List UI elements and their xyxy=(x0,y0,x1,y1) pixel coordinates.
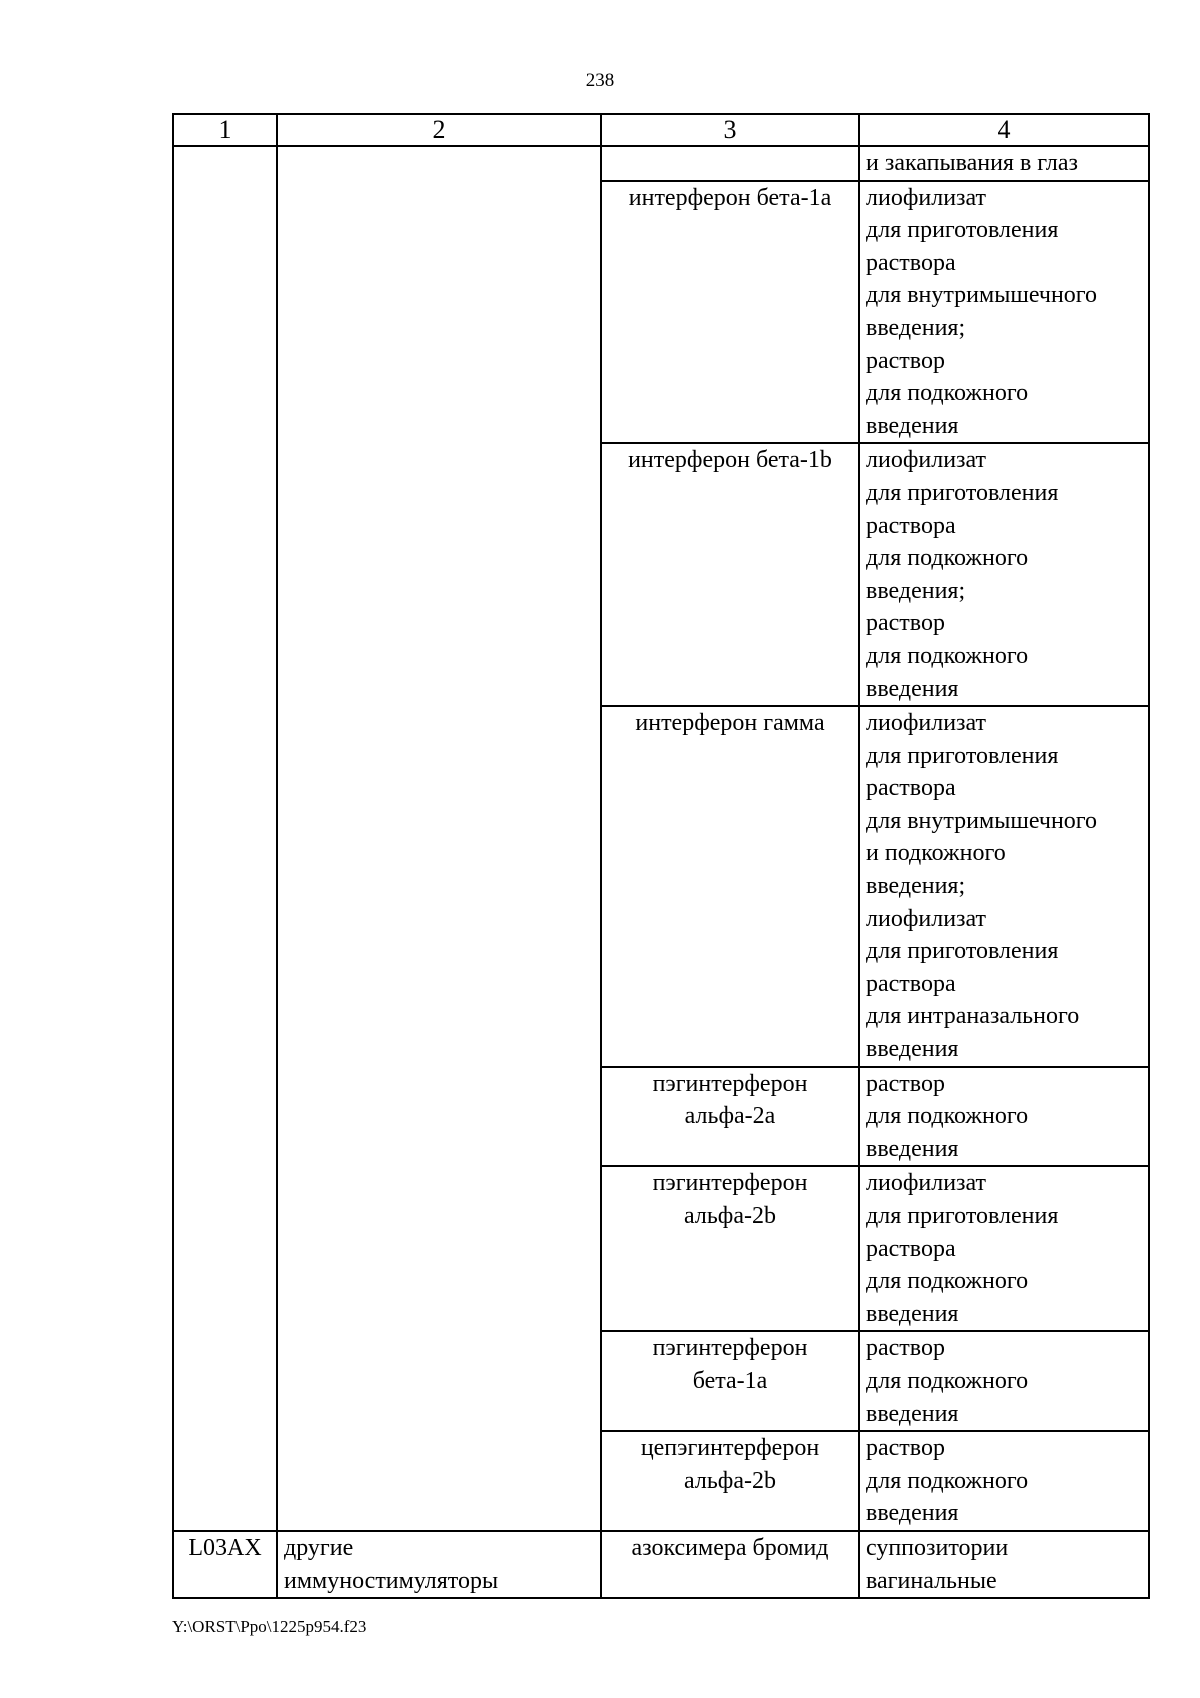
form-line: раствора xyxy=(866,775,956,802)
form-line: раствора xyxy=(866,512,956,539)
drug-line: пэгинтерферон xyxy=(652,1170,808,1197)
form-line: введения xyxy=(866,1135,959,1162)
drug-cell xyxy=(601,1166,859,1331)
drug-cell xyxy=(601,443,859,706)
form-line: для приготовления xyxy=(866,479,1059,506)
drug-line: бета-1a xyxy=(692,1367,768,1394)
form-line: для интраназального xyxy=(866,1003,1080,1030)
group-line: иммуностимуляторы xyxy=(284,1567,499,1594)
group-line: другие xyxy=(284,1534,354,1561)
form-line: раствор xyxy=(866,1435,945,1462)
form-line: раствор xyxy=(866,1335,945,1362)
form-line: для подкожного xyxy=(866,380,1029,407)
form-line: лиофилизат xyxy=(866,905,987,932)
form-line: и закапывания в глаз xyxy=(866,150,1079,176)
form-line: введения; xyxy=(866,873,966,900)
form-line: раствора xyxy=(866,249,956,276)
form-line: раствор xyxy=(866,610,945,637)
drug-line: альфа-2b xyxy=(684,1203,776,1229)
header-col-3: 3 xyxy=(601,114,859,146)
file-path-footer: Y:\ORST\Ppo\1225p954.f23 xyxy=(172,1617,367,1636)
atc-code: L03AX xyxy=(188,1534,262,1561)
header-col-2: 2 xyxy=(277,114,601,146)
group-cell xyxy=(277,1531,601,1598)
form-line: для приготовления xyxy=(866,938,1059,965)
form-line: введения; xyxy=(866,314,966,341)
form-cell xyxy=(859,1067,1149,1167)
table-row-last xyxy=(173,1531,1149,1598)
form-line: введения xyxy=(866,1500,959,1527)
drug-line: альфа-2b xyxy=(684,1467,776,1494)
continuation-row xyxy=(173,146,1149,181)
form-line: для подкожного xyxy=(866,1103,1029,1130)
form-cell xyxy=(859,706,1149,1067)
drug-cell xyxy=(601,181,859,444)
form-line: для приготовления xyxy=(866,1203,1059,1229)
form-line: суппозитории xyxy=(866,1534,1009,1561)
atc-code-cell xyxy=(173,1531,277,1598)
form-cell xyxy=(859,146,1149,181)
form-line: и подкожного xyxy=(866,840,1006,867)
header-col-4: 4 xyxy=(859,114,1149,146)
drug-line: цепэгинтерферон xyxy=(640,1435,820,1462)
form-line: введения xyxy=(866,1036,959,1063)
form-cell xyxy=(859,1331,1149,1431)
header-col-1: 1 xyxy=(173,114,277,146)
form-line: введения xyxy=(866,1300,959,1327)
form-line: для приготовления xyxy=(866,217,1059,244)
drug-line: пэгинтерферон xyxy=(652,1070,808,1097)
form-line: лиофилизат xyxy=(866,710,987,737)
form-line: для внутримышечного xyxy=(866,282,1098,309)
form-line: лиофилизат xyxy=(866,447,987,474)
form-line: для приготовления xyxy=(866,742,1059,769)
drug-cell xyxy=(601,1331,859,1431)
form-line: раствора xyxy=(866,970,956,997)
form-line: лиофилизат xyxy=(866,1170,987,1197)
drug-cell-blank xyxy=(601,146,859,181)
form-line: для подкожного xyxy=(866,545,1029,572)
code-cell-blank xyxy=(173,146,277,1531)
drug-cell xyxy=(601,1067,859,1167)
form-line: вагинальные xyxy=(866,1567,997,1594)
form-cell xyxy=(859,1531,1149,1598)
form-line: раствора xyxy=(866,1235,956,1262)
form-line: лиофилизат xyxy=(866,184,987,211)
drug-cell xyxy=(601,1431,859,1531)
form-line: введения xyxy=(866,675,959,702)
form-line: введения xyxy=(866,412,959,439)
group-cell-blank xyxy=(277,146,601,1531)
form-cell xyxy=(859,181,1149,444)
form-line: для подкожного xyxy=(866,1467,1029,1494)
form-line: для подкожного xyxy=(866,642,1029,669)
drug-line: азоксимера бромид xyxy=(631,1534,829,1561)
drug-line: альфа-2a xyxy=(684,1103,776,1130)
table-header-row xyxy=(173,114,1149,146)
drug-line: пэгинтерферон xyxy=(652,1335,808,1362)
drug-line: интерферон гамма xyxy=(635,710,825,737)
page-number: 238 xyxy=(585,70,615,91)
form-line: раствор xyxy=(866,347,945,374)
medication-table xyxy=(172,113,1150,1599)
form-line: раствор xyxy=(866,1070,945,1097)
form-line: для подкожного xyxy=(866,1367,1029,1394)
drug-cell xyxy=(601,706,859,1067)
form-line: введения xyxy=(866,1400,959,1427)
form-cell xyxy=(859,1431,1149,1531)
form-cell xyxy=(859,443,1149,706)
form-line: введения; xyxy=(866,577,966,604)
form-cell xyxy=(859,1166,1149,1331)
form-line: для подкожного xyxy=(866,1268,1029,1295)
drug-line: интерферон бета-1а xyxy=(628,184,832,211)
drug-cell xyxy=(601,1531,859,1598)
drug-line: интерферон бета-1b xyxy=(628,447,832,474)
form-line: для внутримышечного xyxy=(866,807,1098,834)
